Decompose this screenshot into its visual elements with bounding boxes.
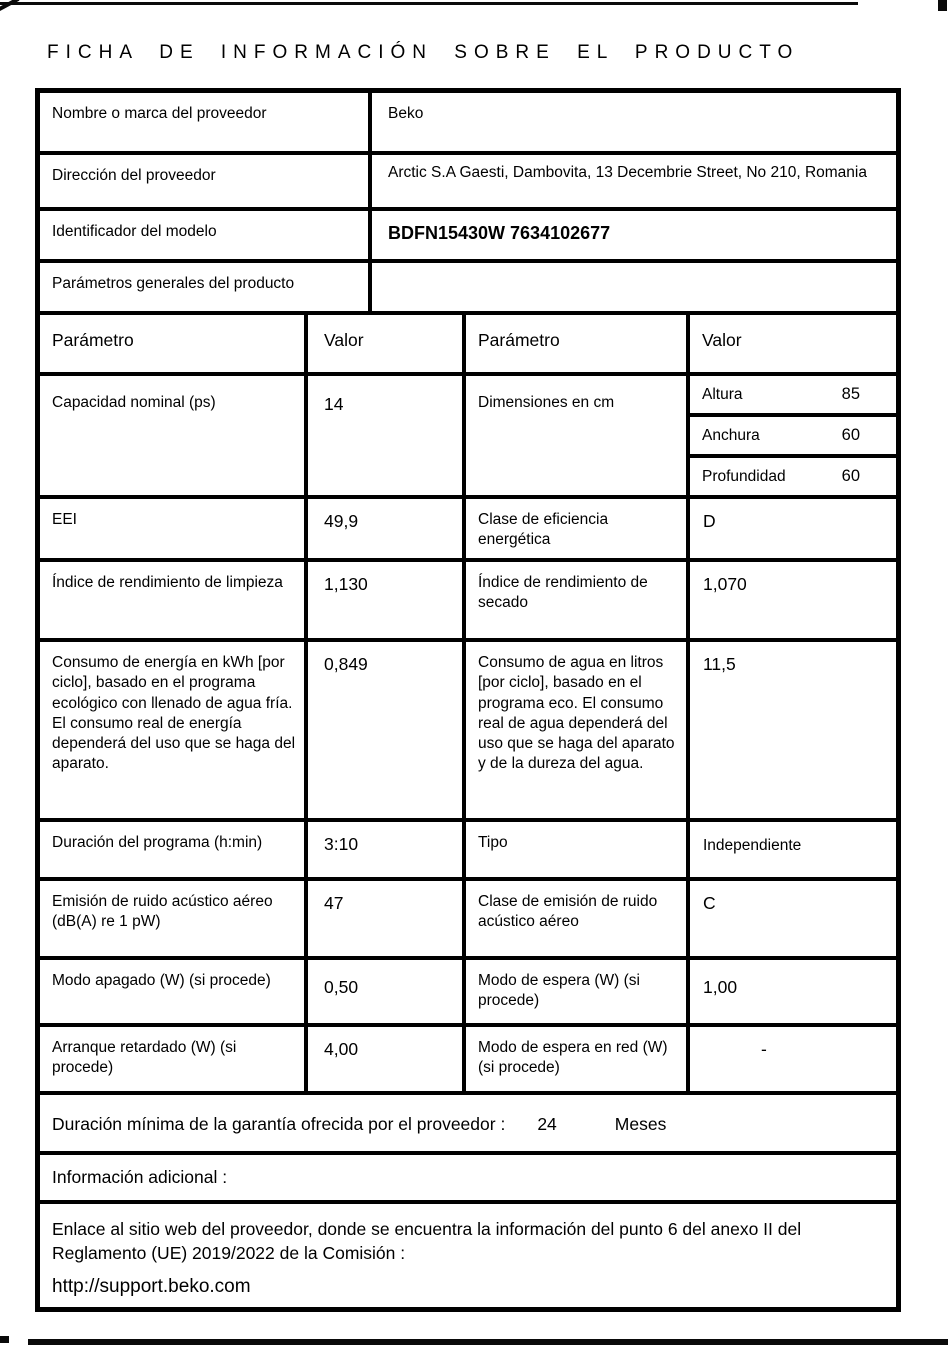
dimension-row-width <box>690 417 896 454</box>
dimension-height-label: Altura <box>702 385 743 403</box>
table-row-model-identifier <box>40 211 896 259</box>
dimensions-label: Dimensiones en cm <box>466 376 686 495</box>
supplier-address-label: Dirección del proveedor <box>40 155 368 207</box>
table-row-performance-index <box>40 562 896 638</box>
type-value: Independiente <box>690 822 896 877</box>
standby-mode-value: 1,00 <box>690 960 896 1023</box>
delayed-start-value: 4,00 <box>308 1027 462 1091</box>
water-consumption-label: Consumo de agua en litros [por ciclo], basado en el programa eco. El consumo real de agua dependerá del uso que se haga del aparato y de la dureza del agua. <box>466 642 686 818</box>
dimension-width-label: Anchura <box>702 426 760 444</box>
header-valor-right: Valor <box>690 315 896 372</box>
dimension-row-depth <box>690 458 896 495</box>
header-valor-left: Valor <box>308 315 462 372</box>
energy-consumption-label: Consumo de energía en kWh [por ciclo], basado en el programa ecológico con llenado de agua fría. El consumo real de energía dependerá del uso que se haga del aparato. <box>40 642 304 818</box>
eei-value: 49,9 <box>308 499 462 558</box>
capacity-value: 14 <box>308 376 462 495</box>
table-row-delay-network <box>40 1027 896 1091</box>
link-description: Enlace al sitio web del proveedor, donde se encuentra la información del punto 6 del anexo II del Reglamento (UE) 2019/2022 de la Comisión : <box>52 1219 802 1264</box>
dimension-row-height <box>690 376 896 413</box>
energy-consumption-value: 0,849 <box>308 642 462 818</box>
cleaning-index-label: Índice de rendimiento de limpieza <box>40 562 304 638</box>
noise-class-label: Clase de emisión de ruido acústico aéreo <box>466 881 686 956</box>
table-header-row <box>40 315 896 372</box>
water-consumption-value: 11,5 <box>690 642 896 818</box>
type-label: Tipo <box>466 822 686 877</box>
table-row-noise <box>40 881 896 956</box>
header-parametro-right: Parámetro <box>466 315 686 372</box>
networked-standby-label: Modo de espera en red (W) (si procede) <box>466 1027 686 1091</box>
supplier-address-value: Arctic S.A Gaesti, Dambovita, 13 Decembrie Street, No 210, Romania <box>372 155 896 207</box>
page-title: FICHA DE INFORMACIÓN SOBRE EL PRODUCTO <box>47 42 800 63</box>
warranty-value: 24 <box>537 1114 557 1135</box>
table-row-capacity-dimensions <box>40 376 896 495</box>
model-identifier-value: BDFN15430W 7634102677 <box>372 211 896 259</box>
table-row-supplier-name <box>40 93 896 151</box>
program-duration-label: Duración del programa (h:min) <box>40 822 304 877</box>
scan-artifact-bottom-left <box>0 1336 9 1343</box>
additional-info-label: Información adicional : <box>40 1155 896 1200</box>
energy-class-label: Clase de eficiencia energética <box>466 499 686 558</box>
program-duration-value: 3:10 <box>308 822 462 877</box>
networked-standby-value: - <box>690 1027 896 1091</box>
header-parametro-left: Parámetro <box>40 315 304 372</box>
drying-index-label: Índice de rendimiento de secado <box>466 562 686 638</box>
table-row-eei <box>40 499 896 558</box>
general-parameters-label: Parámetros generales del producto <box>40 263 368 311</box>
delayed-start-label: Arranque retardado (W) (si procede) <box>40 1027 304 1091</box>
noise-emission-value: 47 <box>308 881 462 956</box>
supplier-name-label: Nombre o marca del proveedor <box>40 93 368 151</box>
warranty-label: Duración mínima de la garantía ofrecida por el proveedor : <box>52 1114 506 1135</box>
off-mode-label: Modo apagado (W) (si procede) <box>40 960 304 1023</box>
scan-artifact-top-right <box>938 0 947 11</box>
table-row-general-parameters <box>40 263 896 311</box>
eei-label: EEI <box>40 499 304 558</box>
table-row-consumption <box>40 642 896 818</box>
scan-artifact-top-line <box>0 2 858 5</box>
dimensions-subtable <box>690 376 896 495</box>
noise-class-value: C <box>690 881 896 956</box>
table-row-supplier-address <box>40 155 896 207</box>
supplier-website-link[interactable]: http://support.beko.com <box>52 1275 251 1297</box>
standby-mode-label: Modo de espera (W) (si procede) <box>466 960 686 1023</box>
off-mode-value: 0,50 <box>308 960 462 1023</box>
capacity-label: Capacidad nominal (ps) <box>40 376 304 495</box>
model-identifier-label: Identificador del modelo <box>40 211 368 259</box>
table-row-link <box>40 1204 896 1307</box>
dimension-depth-value: 60 <box>841 467 860 485</box>
warranty-cell <box>40 1095 896 1151</box>
cleaning-index-value: 1,130 <box>308 562 462 638</box>
noise-emission-label: Emisión de ruido acústico aéreo (dB(A) re 1 pW) <box>40 881 304 956</box>
table-row-warranty <box>40 1095 896 1151</box>
dimension-width-value: 60 <box>841 426 860 444</box>
table-row-off-standby <box>40 960 896 1023</box>
warranty-unit: Meses <box>614 1114 667 1135</box>
general-parameters-value <box>372 263 896 311</box>
drying-index-value: 1,070 <box>690 562 896 638</box>
product-info-table <box>35 88 901 1312</box>
table-row-duration-type <box>40 822 896 877</box>
link-cell <box>40 1204 896 1307</box>
table-row-additional-info <box>40 1155 896 1200</box>
energy-class-value: D <box>690 499 896 558</box>
dimension-height-value: 85 <box>841 385 860 403</box>
dimension-depth-label: Profundidad <box>702 467 786 485</box>
scan-artifact-bottom-strip <box>28 1339 948 1345</box>
supplier-name-value: Beko <box>372 93 896 151</box>
